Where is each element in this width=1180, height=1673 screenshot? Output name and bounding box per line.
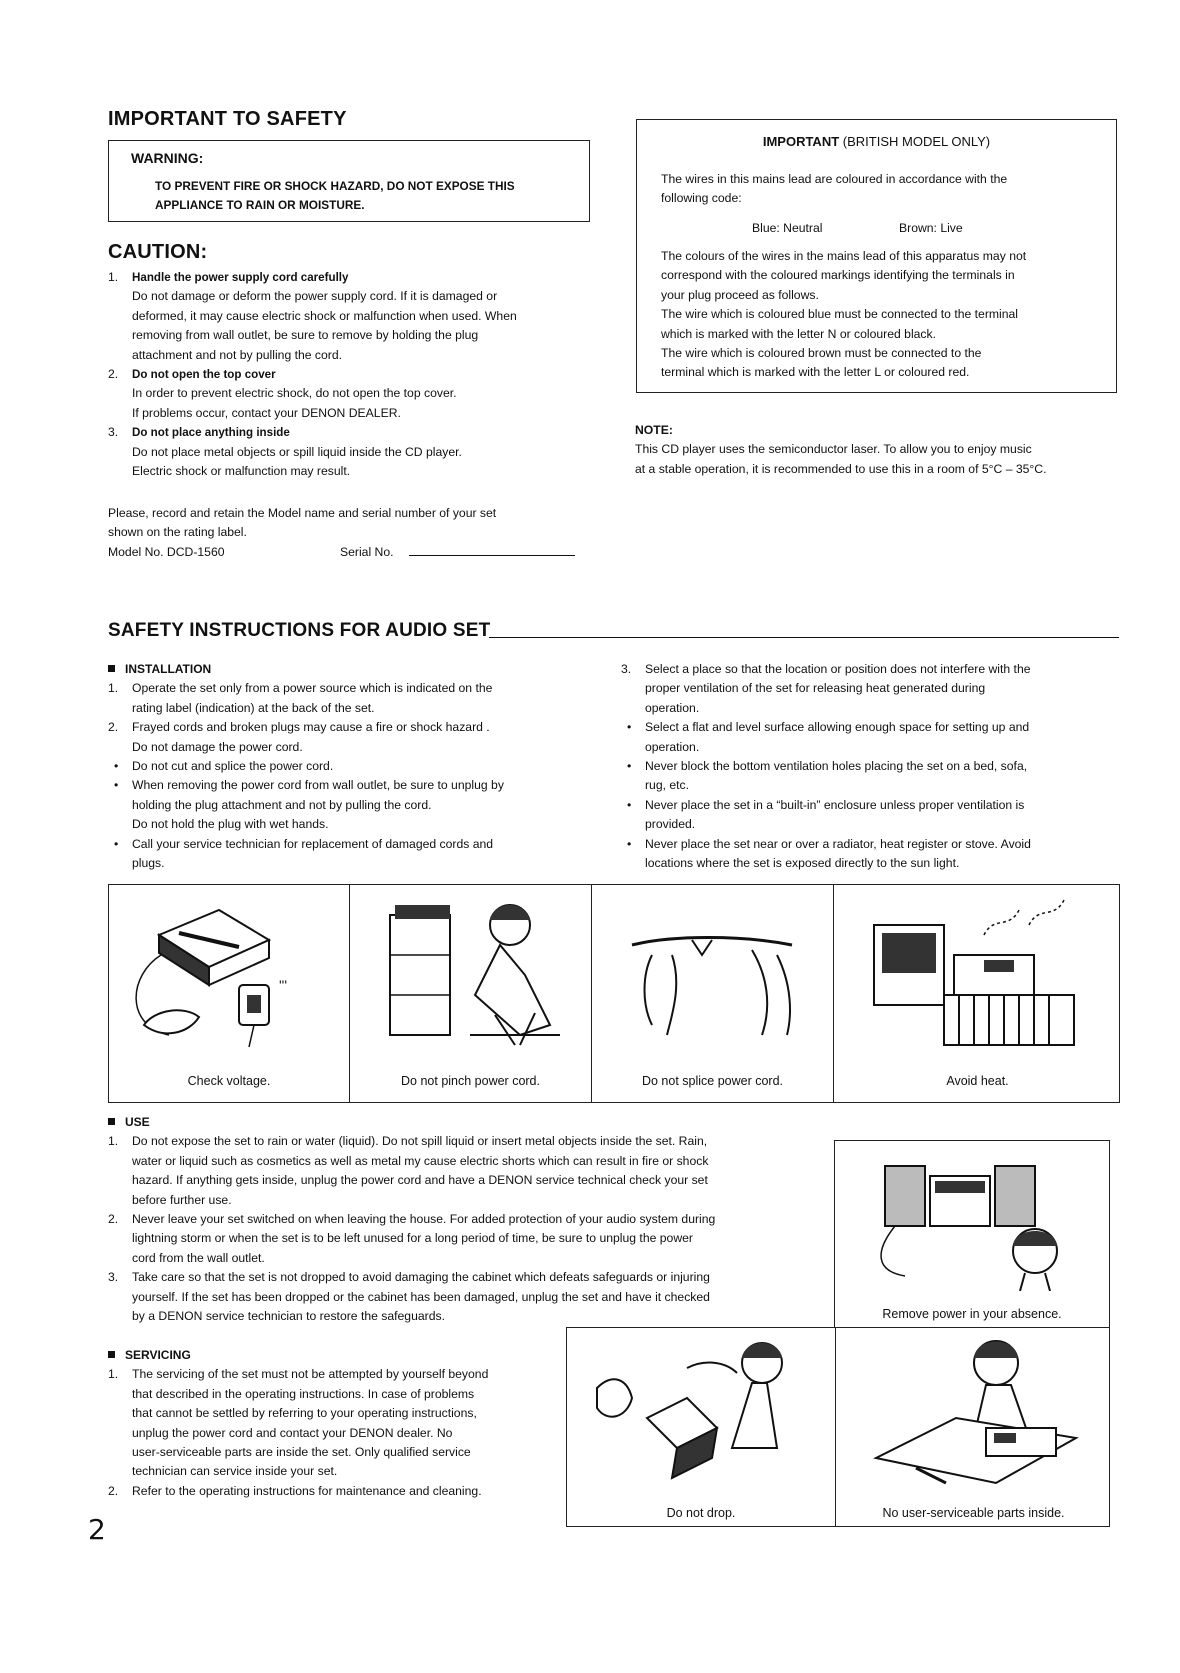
hands-cord-drawing bbox=[592, 885, 832, 1055]
list-text: Frayed cords and broken plugs may cause a fire or shock hazard . bbox=[132, 720, 490, 735]
british-intro bbox=[661, 170, 1101, 209]
caption-remove-power: Remove power in your absence. bbox=[882, 1307, 1062, 1321]
british-blue-code: Blue: Neutral bbox=[752, 221, 823, 235]
list-mark: 2. bbox=[108, 1212, 119, 1227]
list-mark: 3. bbox=[108, 1270, 119, 1285]
caution-line: If problems occur, contact your DENON DEALER. bbox=[132, 405, 401, 420]
list-text: hazard. If anything gets inside, unplug the power cord and have a DENON service technical check your set bbox=[132, 1173, 708, 1188]
caution-line: deformed, it may cause electric shock or malfunction when used. When bbox=[132, 308, 517, 323]
list-text: Select a flat and level surface allowing enough space for setting up and bbox=[645, 720, 1030, 735]
list-item bbox=[108, 718, 608, 737]
list-text: operation. bbox=[645, 739, 700, 754]
installation-right bbox=[621, 660, 1121, 873]
list-text: Take care so that the set is not dropped to avoid damaging the cabinet which defeats safeguards or injuring bbox=[132, 1270, 710, 1285]
list-item bbox=[108, 835, 608, 854]
list-item bbox=[108, 679, 608, 698]
list-item bbox=[108, 1307, 828, 1326]
list-mark: • bbox=[114, 778, 119, 793]
model-number: Model No. DCD-1560 bbox=[108, 544, 225, 559]
list-text: When removing the power cord from wall outlet, be sure to unplug by bbox=[132, 778, 504, 793]
list-item bbox=[108, 796, 608, 815]
list-item bbox=[108, 1482, 578, 1501]
radiator-stereo-drawing bbox=[834, 885, 1114, 1055]
amplifier-plug-drawing bbox=[109, 885, 349, 1055]
list-item bbox=[108, 1171, 828, 1190]
list-item bbox=[108, 854, 608, 873]
list-mark: • bbox=[627, 836, 632, 851]
list-item bbox=[108, 1132, 828, 1151]
list-mark: • bbox=[114, 759, 119, 774]
list-item bbox=[108, 1404, 578, 1423]
list-text: Never place the set in a “built-in” enclosure unless proper ventilation is bbox=[645, 797, 1025, 812]
list-item bbox=[108, 1385, 578, 1404]
list-item bbox=[621, 660, 1121, 679]
note-line: at a stable operation, it is recommended to use this in a room of 5°C – 35°C. bbox=[635, 461, 1047, 476]
list-item bbox=[621, 796, 1121, 815]
british-details bbox=[661, 247, 1106, 383]
record-line-1: Please, record and retain the Model name and serial number of your set bbox=[108, 506, 497, 520]
caution-item bbox=[108, 365, 608, 423]
open-set-drawing bbox=[836, 1328, 1106, 1498]
list-item bbox=[108, 1229, 828, 1248]
list-item bbox=[108, 1210, 828, 1229]
british-line: The colours of the wires in the mains lead of this apparatus may not bbox=[661, 249, 1027, 263]
illustration-remove-power bbox=[834, 1140, 1110, 1328]
list-text: Never block the bottom ventilation holes placing the set on a bed, sofa, bbox=[645, 759, 1028, 774]
list-mark: 3. bbox=[621, 662, 632, 676]
list-text: lightning storm or when the set is to be left unused for a long period of time, be sure to unplug the power bbox=[132, 1231, 693, 1246]
caption-splice-cord: Do not splice power cord. bbox=[641, 1074, 784, 1088]
installation-heading bbox=[108, 660, 608, 679]
list-text: The servicing of the set must not be attempted by yourself beyond bbox=[132, 1367, 489, 1382]
warning-box bbox=[108, 140, 590, 222]
list-text: Do not expose the set to rain or water (liquid). Do not spill liquid or insert metal objects inside the set. Rain, bbox=[132, 1134, 708, 1149]
caution-num: 1. bbox=[108, 270, 119, 284]
illustration-do-not-drop bbox=[567, 1328, 836, 1526]
list-item bbox=[108, 815, 608, 834]
square-bullet bbox=[108, 1351, 115, 1358]
list-text: cord from the wall outlet. bbox=[132, 1250, 265, 1265]
list-text: Do not cut and splice the power cord. bbox=[132, 759, 334, 774]
list-text: Operate the set only from a power source which is indicated on the bbox=[132, 681, 493, 696]
list-mark: • bbox=[627, 797, 632, 812]
caution-line: attachment and not by pulling the cord. bbox=[132, 347, 343, 362]
servicing-section bbox=[108, 1346, 578, 1501]
list-text: user-serviceable parts are inside the set. Only qualified service bbox=[132, 1445, 471, 1460]
warning-label: WARNING: bbox=[131, 150, 204, 166]
page-number: 2 bbox=[88, 1513, 106, 1546]
list-item bbox=[108, 1462, 578, 1481]
servicing-label: SERVICING bbox=[125, 1348, 191, 1362]
list-text: technician can service inside your set. bbox=[132, 1464, 338, 1479]
record-block bbox=[108, 504, 608, 562]
caution-heading: Do not place anything inside bbox=[132, 426, 290, 440]
list-item bbox=[108, 738, 608, 757]
title-rule bbox=[489, 637, 1119, 638]
british-line: your plug proceed as follows. bbox=[661, 287, 819, 302]
audio-safety-title: SAFETY INSTRUCTIONS FOR AUDIO SET bbox=[108, 620, 491, 641]
list-item bbox=[108, 757, 608, 776]
warning-text-1: TO PREVENT FIRE OR SHOCK HAZARD, DO NOT EXPOSE THIS bbox=[155, 179, 515, 193]
list-mark: 2. bbox=[108, 720, 119, 735]
list-text: Do not hold the plug with wet hands. bbox=[132, 817, 329, 832]
list-item bbox=[108, 1152, 828, 1171]
use-heading bbox=[108, 1113, 828, 1132]
caption-pinch-cord: Do not pinch power cord. bbox=[401, 1074, 540, 1088]
note-line: This CD player uses the semiconductor laser. To allow you to enjoy music bbox=[635, 442, 1032, 457]
list-item bbox=[108, 1191, 828, 1210]
list-text: holding the plug attachment and not by pulling the cord. bbox=[132, 797, 432, 812]
list-item bbox=[108, 776, 608, 795]
caution-item bbox=[108, 268, 608, 365]
note-label: NOTE: bbox=[635, 423, 673, 437]
list-item bbox=[621, 776, 1121, 795]
list-text: yourself. If the set has been dropped or the cabinet has been damaged, unplug the set and have it checked bbox=[132, 1289, 710, 1304]
list-item bbox=[108, 1365, 578, 1384]
list-text: Never place the set near or over a radiator, heat register or stove. Avoid bbox=[645, 836, 1031, 851]
british-line: terminal which is marked with the letter L or coloured red. bbox=[661, 365, 970, 380]
list-mark: • bbox=[627, 759, 632, 774]
caution-num: 2. bbox=[108, 367, 119, 382]
caption-do-not-drop: Do not drop. bbox=[666, 1506, 736, 1520]
list-text: that described in the operating instructions. In case of problems bbox=[132, 1386, 475, 1401]
stereo-woman-drawing bbox=[835, 1141, 1105, 1291]
servicing-heading bbox=[108, 1346, 578, 1365]
list-item bbox=[621, 835, 1121, 854]
caution-line: removing from wall outlet, be sure to remove by holding the plug bbox=[132, 328, 479, 343]
serial-blank-line bbox=[409, 555, 575, 556]
installation-label: INSTALLATION bbox=[125, 662, 212, 676]
list-item bbox=[621, 699, 1121, 718]
british-line: correspond with the coloured markings identifying the terminals in bbox=[661, 268, 1015, 283]
list-mark: • bbox=[627, 720, 632, 735]
list-mark: 1. bbox=[108, 1367, 119, 1382]
list-text: Call your service technician for replacement of damaged cords and bbox=[132, 836, 494, 851]
illustration-avoid-heat bbox=[834, 885, 1121, 1102]
caution-list bbox=[108, 268, 608, 481]
list-text: that cannot be settled by referring to your operating instructions, bbox=[132, 1406, 477, 1421]
safety-title: IMPORTANT TO SAFETY bbox=[108, 108, 347, 130]
list-text: rug, etc. bbox=[645, 778, 690, 793]
list-item bbox=[108, 1268, 828, 1287]
caution-heading: Do not open the top cover bbox=[132, 368, 276, 382]
illustration-pinch-cord bbox=[350, 885, 592, 1102]
list-item bbox=[108, 1443, 578, 1462]
caption-check-voltage: Check voltage. bbox=[187, 1074, 271, 1088]
list-text: Do not damage the power cord. bbox=[132, 739, 303, 754]
list-text: provided. bbox=[645, 817, 696, 832]
illustration-servicing bbox=[566, 1327, 1110, 1527]
list-text: rating label (indication) at the back of the set. bbox=[132, 700, 375, 715]
illustration-splice-cord bbox=[592, 885, 834, 1102]
list-text: Refer to the operating instructions for maintenance and cleaning. bbox=[132, 1483, 482, 1498]
list-item bbox=[621, 815, 1121, 834]
square-bullet bbox=[108, 1118, 115, 1125]
list-text: Select a place so that the location or position does not interfere with the bbox=[645, 662, 1031, 676]
list-item bbox=[108, 1288, 828, 1307]
list-mark: • bbox=[114, 836, 119, 851]
list-item bbox=[621, 738, 1121, 757]
british-line: The wire which is coloured brown must be connected to the bbox=[661, 346, 982, 361]
caution-item bbox=[108, 423, 608, 481]
caution-line: Do not place metal objects or spill liquid inside the CD player. bbox=[132, 444, 462, 459]
illustration-strip bbox=[108, 884, 1120, 1103]
warning-text-2: APPLIANCE TO RAIN OR MOISTURE. bbox=[155, 198, 365, 212]
list-item bbox=[621, 718, 1121, 737]
caution-line: Do not damage or deform the power supply cord. If it is damaged or bbox=[132, 289, 498, 304]
list-mark: 2. bbox=[108, 1483, 119, 1498]
list-mark: 1. bbox=[108, 681, 119, 696]
list-text: unplug the power cord and contact your DENON dealer. No bbox=[132, 1425, 453, 1440]
caption-no-parts: No user-serviceable parts inside. bbox=[882, 1506, 1065, 1520]
caution-title: CAUTION: bbox=[108, 241, 208, 263]
british-brown-code: Brown: Live bbox=[899, 221, 963, 235]
british-intro-line: The wires in this mains lead are coloured in accordance with the bbox=[661, 172, 1008, 186]
list-item bbox=[108, 699, 608, 718]
list-item bbox=[621, 854, 1121, 873]
record-line-2: shown on the rating label. bbox=[108, 525, 247, 540]
list-text: proper ventilation of the set for releasing heat generated during bbox=[645, 681, 986, 696]
list-text: water or liquid such as cosmetics as well as metal my cause electric shorts which can result in fire or shock bbox=[132, 1153, 709, 1168]
list-mark: 1. bbox=[108, 1134, 119, 1149]
british-line: The wire which is coloured blue must be connected to the terminal bbox=[661, 307, 1019, 322]
use-section bbox=[108, 1113, 828, 1326]
caution-line: Electric shock or malfunction may result. bbox=[132, 464, 351, 479]
british-model-box bbox=[636, 119, 1117, 393]
list-text: plugs. bbox=[132, 856, 165, 871]
list-item bbox=[108, 1249, 828, 1268]
caption-avoid-heat: Avoid heat. bbox=[946, 1074, 1009, 1088]
british-title bbox=[637, 132, 1116, 151]
british-title-bold: IMPORTANT bbox=[762, 134, 840, 149]
installation-left bbox=[108, 660, 608, 873]
use-label: USE bbox=[125, 1115, 150, 1129]
caution-num: 3. bbox=[108, 425, 119, 440]
dropped-set-drawing bbox=[567, 1328, 832, 1498]
british-line: which is marked with the letter N or coloured black. bbox=[661, 326, 937, 341]
list-text: before further use. bbox=[132, 1192, 232, 1207]
british-title-rest: (BRITISH MODEL ONLY) bbox=[842, 134, 991, 149]
svg-text:''': ''' bbox=[279, 977, 288, 993]
serial-label: Serial No. bbox=[340, 544, 394, 559]
square-bullet bbox=[108, 665, 115, 672]
list-text: operation. bbox=[645, 700, 700, 715]
british-intro-line: following code: bbox=[661, 191, 742, 206]
list-text: locations where the set is exposed directly to the sun light. bbox=[645, 856, 960, 871]
list-item bbox=[621, 757, 1121, 776]
illustration-check-voltage bbox=[109, 885, 350, 1102]
illustration-no-parts bbox=[836, 1328, 1111, 1526]
caution-line: In order to prevent electric shock, do not open the top cover. bbox=[132, 386, 457, 401]
list-item bbox=[108, 1424, 578, 1443]
woman-chair-drawing bbox=[350, 885, 590, 1055]
note-block bbox=[635, 421, 1135, 479]
list-text: by a DENON service technician to restore the safeguards. bbox=[132, 1309, 445, 1324]
list-text: Never leave your set switched on when leaving the house. For added protection of your audio system during bbox=[132, 1212, 716, 1227]
caution-heading: Handle the power supply cord carefully bbox=[132, 271, 349, 284]
list-item bbox=[621, 679, 1121, 698]
